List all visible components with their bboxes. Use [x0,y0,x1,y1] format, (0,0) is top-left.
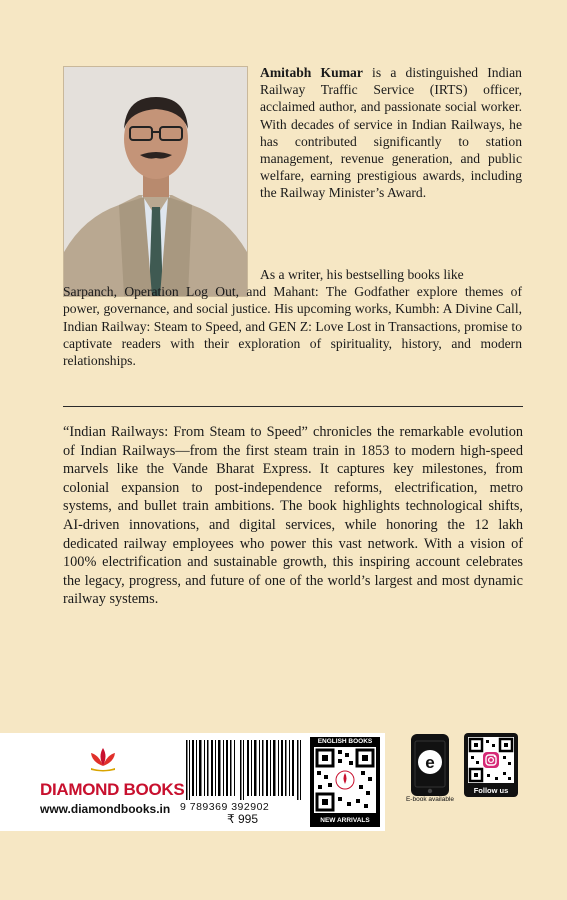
follow-qr-code-icon [468,737,514,783]
writer-rest: Sarpanch, Operation Log Out, and Mahant: The Godfather explore themes of power, governance, and social justice. His upcoming works, Kumbh: A Divine Call, Indian Railway: Steam to Speed, and GEN Z: Love Lost in Transactions, promise to captivate readers with their exploration of spirituality, history, and modern relationships. [63,284,522,369]
publisher-website[interactable]: www.diamondbooks.in [40,802,171,816]
lotus-icon [88,746,118,772]
book-blurb: “Indian Railways: From Steam to Speed” chronicles the remarkable evolution of Indian Railways—from the first steam train in 1853 to modern high-speed marvels like the Vande Bharat Express. It captures key milestones, from colonial expansion to post-independence reforms, electrification, metro systems, and bullet train ambitions. The book highlights technological shifts, AI-driven innovations, and digital services, while honoring the 12 lakh dedicated railway employees who power this vast network. With a vision of 100% electrification and sustainable growth, this inspiring account celebrates the legacy, progress, and future of one of the world’s largest and most dynamic railway systems. [63,424,523,608]
ebook-icon[interactable] [410,733,450,797]
publisher-name: DIAMOND BOOKS [40,780,185,799]
author-photo [63,66,248,297]
author-name: Amitabh Kumar [260,65,363,80]
follow-us-qr-panel[interactable] [464,733,518,797]
author-bio [260,64,522,202]
writer-first-line: As a writer, his bestselling books like [260,267,464,282]
qr-bottom-label: NEW ARRIVALS [320,817,370,824]
svg-text:e: e [425,753,435,772]
english-books-qr-panel[interactable] [310,737,380,827]
author-writer-paragraph [63,266,522,369]
qr-code-icon [314,747,376,813]
section-divider [63,406,523,407]
book-price: ₹ 995 [227,812,258,826]
ebook-label: E-book available [405,796,455,803]
qr-top-label: ENGLISH BOOKS [317,738,373,745]
isbn-number: 9 789369 392902 [180,801,270,813]
follow-us-label: Follow us [473,786,509,795]
isbn-barcode [184,740,304,800]
author-intro: is a distinguished Indian Railway Traffic Service (IRTS) officer, acclaimed author, and passionate social worker. With decades of service in Indian Railways, he has contributed significantly to station management, revenue generation, and public welfare, earning prestigious awards, including the Railway Minister’s Award. [260,65,522,201]
